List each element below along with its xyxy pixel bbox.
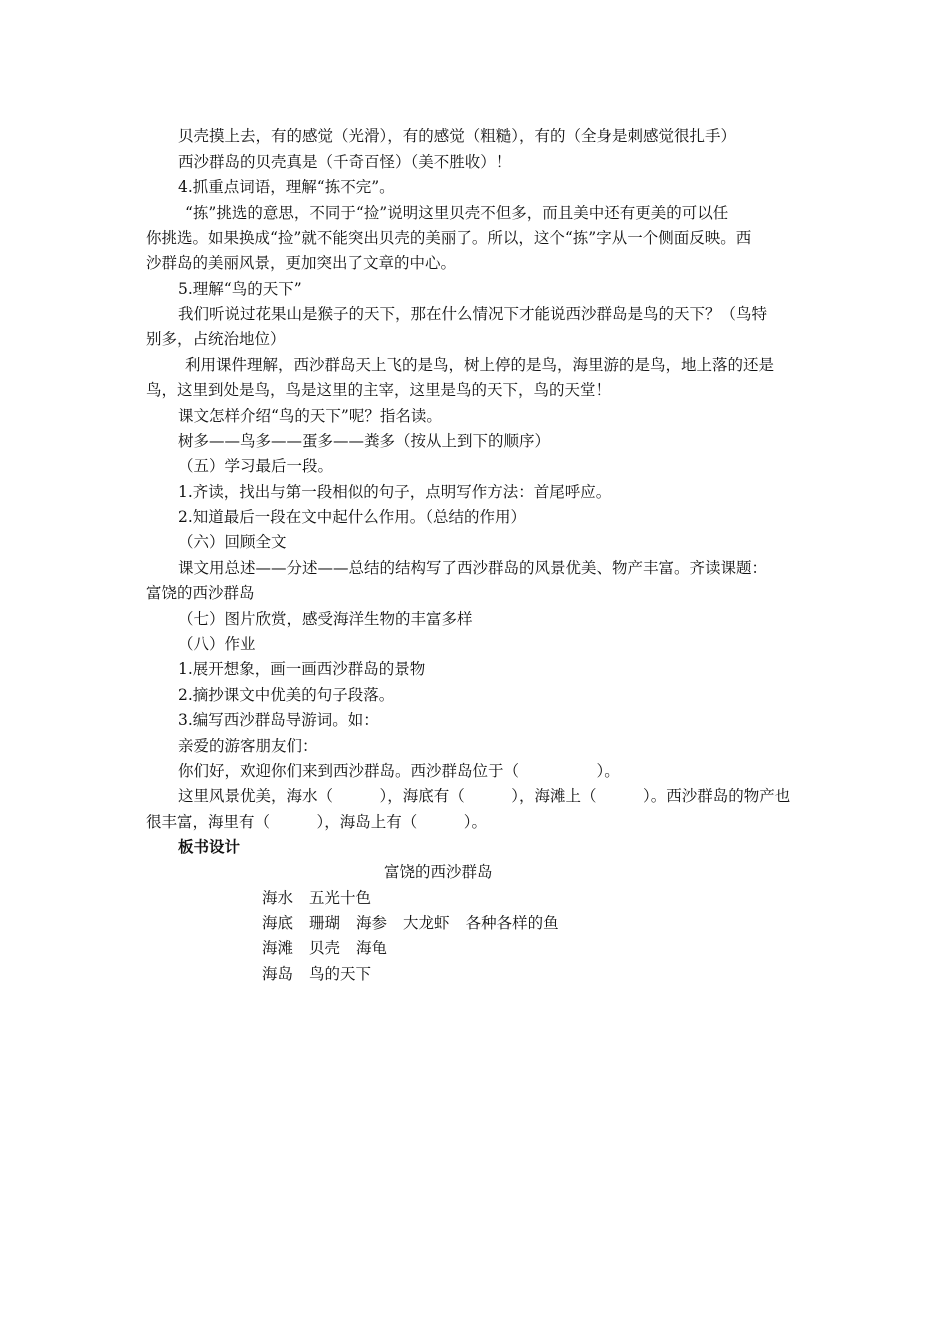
- board-cell: 各种各样的鱼: [465, 914, 559, 932]
- text-line: 3.编写西沙群岛导游词。如：: [178, 711, 379, 729]
- text-line: （五）学习最后一段。: [178, 457, 334, 475]
- text-line: 亲爱的游客朋友们：: [178, 737, 318, 755]
- text-line: “拣”挑选的意思，不同于“捡”说明这里贝壳不但多，而且美中还有更美的可以任: [185, 204, 729, 222]
- text-line: 你挑选。如果换成“捡”就不能突出贝壳的美丽了。所以，这个“拣”字从一个侧面反映。西: [146, 229, 752, 247]
- board-row: [262, 964, 387, 984]
- text-line: 1.齐读，找出与第一段相似的句子，点明写作方法：首尾呼应。: [178, 483, 612, 501]
- board-cell: 五光十色: [309, 889, 372, 907]
- text-line: （八）作业: [178, 635, 256, 653]
- text-line: 沙群岛的美丽风景，更加突出了文章的中心。: [146, 254, 457, 272]
- text-line: 2.摘抄课文中优美的句子段落。: [178, 686, 395, 704]
- board-row: [262, 938, 403, 958]
- text-line: 1.展开想象，画一画西沙群岛的景物: [178, 660, 426, 678]
- text-line: 4.抓重点词语，理解“拣不完”。: [178, 178, 395, 196]
- text-line: 很丰富，海里有（ ），海岛上有（ ）。: [146, 813, 488, 831]
- board-cell: 海岛: [262, 965, 294, 983]
- text-line: 别多，占统治地位）: [146, 330, 286, 348]
- board-cell: 珊瑚: [309, 914, 341, 932]
- board-cell: 海滩: [262, 939, 294, 957]
- text-line: 鸟，这里到处是鸟，鸟是这里的主宰，这里是鸟的天下，鸟的天堂！: [146, 381, 612, 399]
- text-line: 我们听说过花果山是猴子的天下，那在什么情况下才能说西沙群岛是鸟的天下？（鸟特: [178, 305, 768, 323]
- board-cell: 大龙虾: [403, 914, 450, 932]
- board-cell: 贝壳: [309, 939, 341, 957]
- text-line: 利用课件理解，西沙群岛天上飞的是鸟，树上停的是鸟，海里游的是鸟，地上落的还是: [185, 356, 775, 374]
- text-line: 5.理解“鸟的天下”: [178, 280, 302, 298]
- board-cell: 海水: [262, 889, 294, 907]
- board-cell: 海底: [262, 914, 294, 932]
- text-line: 树多——鸟多——蛋多——粪多（按从上到下的顺序）: [178, 432, 551, 450]
- text-line: 西沙群岛的贝壳真是（千奇百怪）（美不胜收）！: [178, 153, 512, 171]
- text-line: 你们好，欢迎你们来到西沙群岛。西沙群岛位于（ ）。: [178, 762, 620, 780]
- board-title: 富饶的西沙群岛: [384, 863, 493, 881]
- board-cell: 鸟的天下: [309, 965, 372, 983]
- text-line: （六）回顾全文: [178, 533, 287, 551]
- text-line: 课文用总述——分述——总结的结构写了西沙群岛的风景优美、物产丰富。齐读课题：: [178, 559, 768, 577]
- text-line: 贝壳摸上去，有的感觉（光滑），有的感觉（粗糙），有的（全身是刺感觉很扎手）: [178, 127, 737, 145]
- text-line: 这里风景优美，海水（ ），海底有（ ），海滩上（ ）。西沙群岛的物产也: [178, 787, 791, 805]
- text-line: 富饶的西沙群岛: [146, 584, 255, 602]
- text-line: 课文怎样介绍“鸟的天下”呢？指名读。: [178, 407, 442, 425]
- text-line: （七）图片欣赏，感受海洋生物的丰富多样: [178, 610, 473, 628]
- board-cell: 海龟: [356, 939, 388, 957]
- board-cell: 海参: [356, 914, 388, 932]
- board-row: [262, 888, 387, 908]
- text-line: 2.知道最后一段在文中起什么作用。（总结的作用）: [178, 508, 527, 526]
- board-design-heading: 板书设计: [178, 838, 241, 856]
- board-row: [262, 913, 575, 933]
